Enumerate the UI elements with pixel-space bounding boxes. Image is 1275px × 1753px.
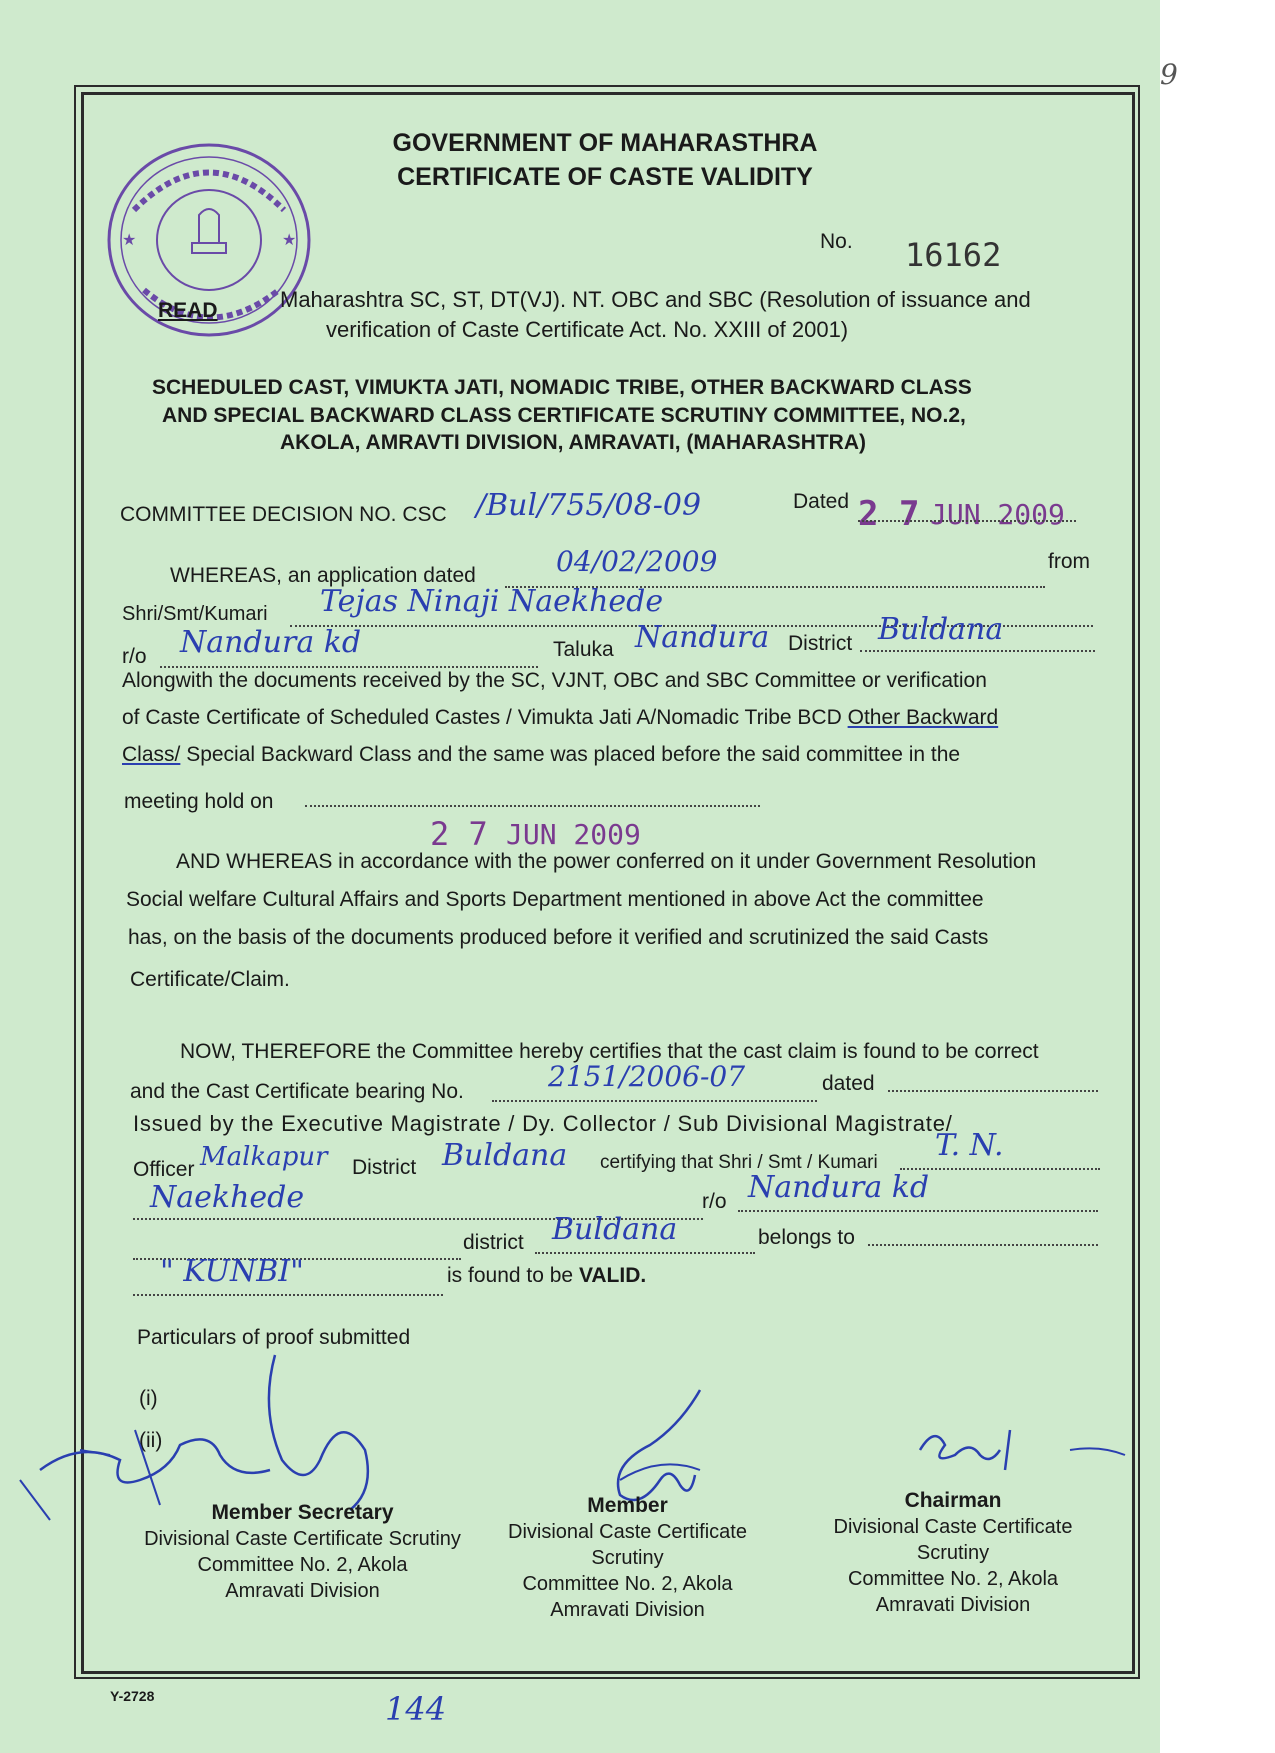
- decision-number: /Bul/755/08-09: [476, 488, 702, 523]
- para2-line3: has, on the basis of the documents produced before it verified and scrutinized the said Casts: [128, 926, 989, 949]
- district-value: Buldana: [878, 612, 1004, 647]
- read-text-2: verification of Caste Certificate Act. No. XXIII of 2001): [326, 317, 849, 342]
- cert-number: 2151/2006-07: [548, 1060, 746, 1093]
- signatory-line2: Committee No. 2, Akola: [847, 1568, 1059, 1590]
- district3-label: district: [463, 1231, 524, 1254]
- person-initials: T. N.: [935, 1128, 1004, 1163]
- belongs-label: belongs to: [758, 1226, 855, 1249]
- signatory-line2: Committee No. 2, Akola: [197, 1554, 408, 1576]
- officer-value: Malkapur: [200, 1142, 328, 1172]
- header-line2: CERTIFICATE OF CASTE VALIDITY: [397, 163, 813, 191]
- para3-line2a: and the Cast Certificate bearing No.: [130, 1080, 464, 1103]
- read-label: READ: [158, 299, 218, 322]
- cert-no-dots: [492, 1100, 817, 1102]
- district3-dots: [535, 1252, 755, 1254]
- committee-heading-1: SCHEDULED CAST, VIMUKTA JATI, NOMADIC TRIBE, OTHER BACKWARD CLASS: [152, 376, 972, 399]
- meeting-label: meeting hold on: [124, 790, 274, 813]
- from-text: from: [1048, 550, 1090, 573]
- taluka-value: Nandura: [635, 620, 770, 655]
- svg-text:★: ★: [122, 230, 137, 249]
- signatory-line3: Amravati Division: [875, 1594, 1031, 1616]
- dated-dots: [858, 520, 1076, 522]
- officer-label: Officer: [133, 1158, 195, 1181]
- ro-dots: [160, 666, 538, 668]
- ro-label: r/o: [122, 645, 147, 668]
- signatory-line2: Committee No. 2, Akola: [522, 1573, 733, 1595]
- proof-item-1: (i): [139, 1387, 158, 1410]
- para1-line5: [122, 706, 998, 730]
- dated-label: Dated: [793, 490, 850, 513]
- para2-line4: Certificate/Claim.: [130, 968, 290, 991]
- meeting-stamp-day: 2 7: [430, 815, 488, 853]
- signatory-role: Member Secretary: [211, 1501, 394, 1524]
- residence-value: Nandura kd: [180, 625, 362, 660]
- taluka-label: Taluka: [553, 638, 614, 661]
- signatory-line3: Amravati Division: [225, 1580, 380, 1602]
- para3-line3: Issued by the Executive Magistrate / Dy. Collector / Sub Divisional Magistrate/: [133, 1111, 953, 1136]
- signatory-line1: Divisional Caste Certificate Scrutiny: [508, 1521, 747, 1569]
- certifying-text: certifying that Shri / Smt / Kumari: [600, 1152, 878, 1173]
- para1-line4: Alongwith the documents received by the SC, VJNT, OBC and SBC Committee or verification: [122, 669, 987, 692]
- district-dots: [860, 650, 1095, 652]
- svg-text:★: ★: [282, 230, 297, 249]
- certificate-number: 16162: [905, 236, 1002, 274]
- shri-label: Shri/Smt/Kumari: [122, 603, 268, 625]
- para1-line5-a: of Caste Certificate of Scheduled Castes / Vimukta Jati A/Nomadic Tribe BCD: [122, 706, 848, 729]
- belongs-dots: [868, 1244, 1098, 1246]
- para2-line2: Social welfare Cultural Affairs and Sports Department mentioned in above Act the committee: [126, 888, 984, 911]
- number-label: No.: [820, 230, 853, 253]
- other-backward-underlined: Other Backward: [847, 706, 999, 729]
- particulars-label: Particulars of proof submitted: [137, 1326, 411, 1349]
- caste-dots: [133, 1294, 443, 1296]
- dated-stamp-rest: JUN 2009: [930, 498, 1065, 531]
- ro2-dots: [738, 1210, 1098, 1212]
- corner-mark: 9: [1160, 58, 1178, 91]
- application-date: 04/02/2009: [556, 545, 718, 578]
- district-label: District: [788, 632, 853, 655]
- chairman-signature: [910, 1410, 1130, 1490]
- signatory-line1: Divisional Caste Certificate Scrutiny: [833, 1516, 1073, 1564]
- applicant-name: Tejas Ninaji Naekhede: [320, 584, 664, 619]
- committee-heading-3: AKOLA, AMRAVTI DIVISION, AMRAVATI, (MAHARASHTRA): [280, 431, 867, 454]
- district2-label: District: [352, 1156, 417, 1179]
- form-code: Y-2728: [110, 1688, 155, 1704]
- signatory-chairman: [798, 1488, 1108, 1618]
- signatory-line1: Divisional Caste Certificate Scrutiny: [144, 1528, 461, 1550]
- district2-value: Buldana: [442, 1138, 568, 1173]
- signatory-line3: Amravati Division: [550, 1599, 705, 1621]
- committee-heading-2: AND SPECIAL BACKWARD CLASS CERTIFICATE SCRUTINY COMMITTEE, NO.2,: [162, 404, 966, 427]
- header-line1: GOVERNMENT OF MAHARASTHRA: [392, 129, 818, 157]
- meeting-dots: [305, 805, 760, 807]
- read-text-1: Maharashtra SC, ST, DT(VJ). NT. OBC and SBC (Resolution of issuance and: [280, 287, 1031, 312]
- valid-word: VALID.: [578, 1264, 647, 1287]
- dated-stamp-day: 2 7: [858, 494, 920, 534]
- meeting-stamp-rest: JUN 2009: [506, 818, 641, 851]
- para2-line1: AND WHEREAS in accordance with the power conferred on it under Government Resolution: [176, 850, 1037, 873]
- ro2-value: Nandura kd: [748, 1170, 930, 1205]
- proof-item-2: (ii): [139, 1429, 163, 1452]
- surname-value: Naekhede: [150, 1180, 305, 1215]
- para3-line1: NOW, THEREFORE the Committee hereby certifies that the cast claim is found to be correct: [180, 1040, 1039, 1063]
- signatory-member: [470, 1493, 785, 1623]
- valid-sentence: [447, 1264, 646, 1288]
- cert-date-dots: [888, 1090, 1098, 1092]
- page-mark: 144: [385, 1690, 447, 1728]
- whereas-text: WHEREAS, an application dated: [170, 564, 476, 587]
- district3-value: Buldana: [552, 1212, 678, 1247]
- decision-label: COMMITTEE DECISION NO. CSC: [120, 503, 447, 526]
- ro2-label: r/o: [702, 1190, 727, 1213]
- para1-line6-b: Special Backward Class and the same was placed before the said committee in the: [180, 743, 961, 766]
- dated-text: dated: [822, 1072, 875, 1095]
- signatory-member-secretary: [135, 1500, 470, 1604]
- caste-value: " KUNBI": [160, 1254, 304, 1289]
- para1-line6: [122, 743, 960, 767]
- signatory-role: Member: [587, 1494, 668, 1517]
- signatory-role: Chairman: [904, 1489, 1002, 1512]
- person-dots: [900, 1168, 1100, 1170]
- class-underlined: Class/: [122, 743, 181, 766]
- valid-prefix: is found to be: [447, 1264, 579, 1287]
